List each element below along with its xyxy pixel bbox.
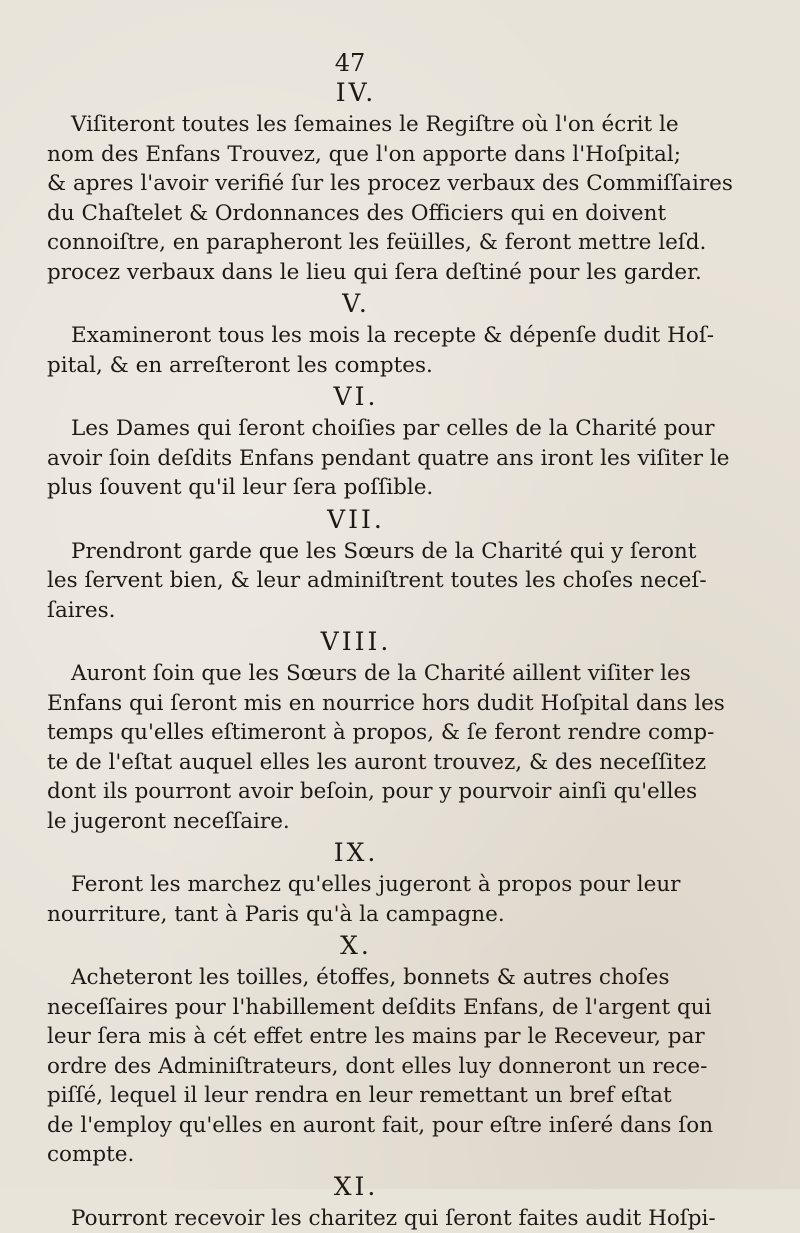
text-line: procez verbaux dans le lieu qui ſera deſtiné pour les garder. <box>47 258 655 288</box>
text-line: piſſé, lequel il leur rendra en leur remettant un bref eſtat <box>47 1081 655 1111</box>
article-paragraph <box>47 659 655 836</box>
article-paragraph <box>47 321 655 380</box>
text-line: connoiſtre, en parapheront les feüilles, & feront mettre leſd. <box>47 228 655 258</box>
text-line: Les Dames qui ſeront choiſies par celles de la Charité pour <box>47 414 655 444</box>
article-numeral: IX. <box>47 836 655 870</box>
article-paragraph <box>47 110 655 287</box>
text-line: compte. <box>47 1140 655 1170</box>
article-numeral: X. <box>47 929 655 963</box>
article-paragraph <box>47 537 655 626</box>
article-numeral: IV. <box>47 76 655 110</box>
text-line: les ſervent bien, & leur adminiſtrent toutes les choſes neceſ- <box>47 566 655 596</box>
text-line: te de l'eſtat auquel elles les auront trouvez, & des neceſſitez <box>47 748 655 778</box>
text-line: temps qu'elles eſtimeront à propos, & ſe feront rendre comp- <box>47 718 655 748</box>
text-line: du Chaſtelet & Ordonnances des Officiers qui en doivent <box>47 199 655 229</box>
text-line: nom des Enfans Trouvez, que l'on apporte dans l'Hoſpital; <box>47 140 655 170</box>
text-block <box>47 76 655 1233</box>
text-line: & apres l'avoir verifié ſur les procez verbaux des Commiſſaires <box>47 169 655 199</box>
text-line: de l'employ qu'elles en auront fait, pour eſtre inſeré dans ſon <box>47 1111 655 1141</box>
article-paragraph <box>47 870 655 929</box>
text-line: Enfans qui ſeront mis en nourrice hors dudit Hoſpital dans les <box>47 689 655 719</box>
text-line: Feront les marchez qu'elles jugeront à propos pour leur <box>47 870 655 900</box>
text-line: pital, & en arreſteront les comptes. <box>47 351 655 381</box>
text-line: ſaires. <box>47 596 655 626</box>
text-line: Auront ſoin que les Sœurs de la Charité aillent viſiter les <box>47 659 655 689</box>
text-line: Viſiteront toutes les ſemaines le Regiſtre où l'on écrit le <box>47 110 655 140</box>
article-numeral: VIII. <box>47 625 655 659</box>
article-numeral: VI. <box>47 380 655 414</box>
page-number: 47 <box>0 50 700 76</box>
article-paragraph <box>47 414 655 503</box>
text-line: neceſſaires pour l'habillement deſdits Enfans, de l'argent qui <box>47 993 655 1023</box>
text-line: plus ſouvent qu'il leur ſera poſſible. <box>47 473 655 503</box>
article-numeral: VII. <box>47 503 655 537</box>
article-paragraph <box>47 963 655 1170</box>
text-line: leur ſera mis à cét effet entre les mains par le Receveur, par <box>47 1022 655 1052</box>
text-line: ordre des Adminiſtrateurs, dont elles luy donneront un rece- <box>47 1052 655 1082</box>
text-line: avoir ſoin deſdits Enfans pendant quatre ans iront les viſiter le <box>47 444 655 474</box>
article-paragraph <box>47 1204 655 1233</box>
text-line: Examineront tous les mois la recepte & dépenſe dudit Hoſ- <box>47 321 655 351</box>
article-numeral: XI. <box>47 1170 655 1204</box>
text-line: Acheteront les toilles, étoffes, bonnets & autres choſes <box>47 963 655 993</box>
article-numeral: V. <box>47 287 655 321</box>
text-line: nourriture, tant à Paris qu'à la campagne. <box>47 900 655 930</box>
text-line: Prendront garde que les Sœurs de la Charité qui y ſeront <box>47 537 655 567</box>
text-line: dont ils pourront avoir beſoin, pour y pourvoir ainſi qu'elles <box>47 777 655 807</box>
text-line: Pourront recevoir les charitez qui ſeront faites audit Hoſpi- <box>47 1204 655 1233</box>
text-line: le jugeront neceſſaire. <box>47 807 655 837</box>
